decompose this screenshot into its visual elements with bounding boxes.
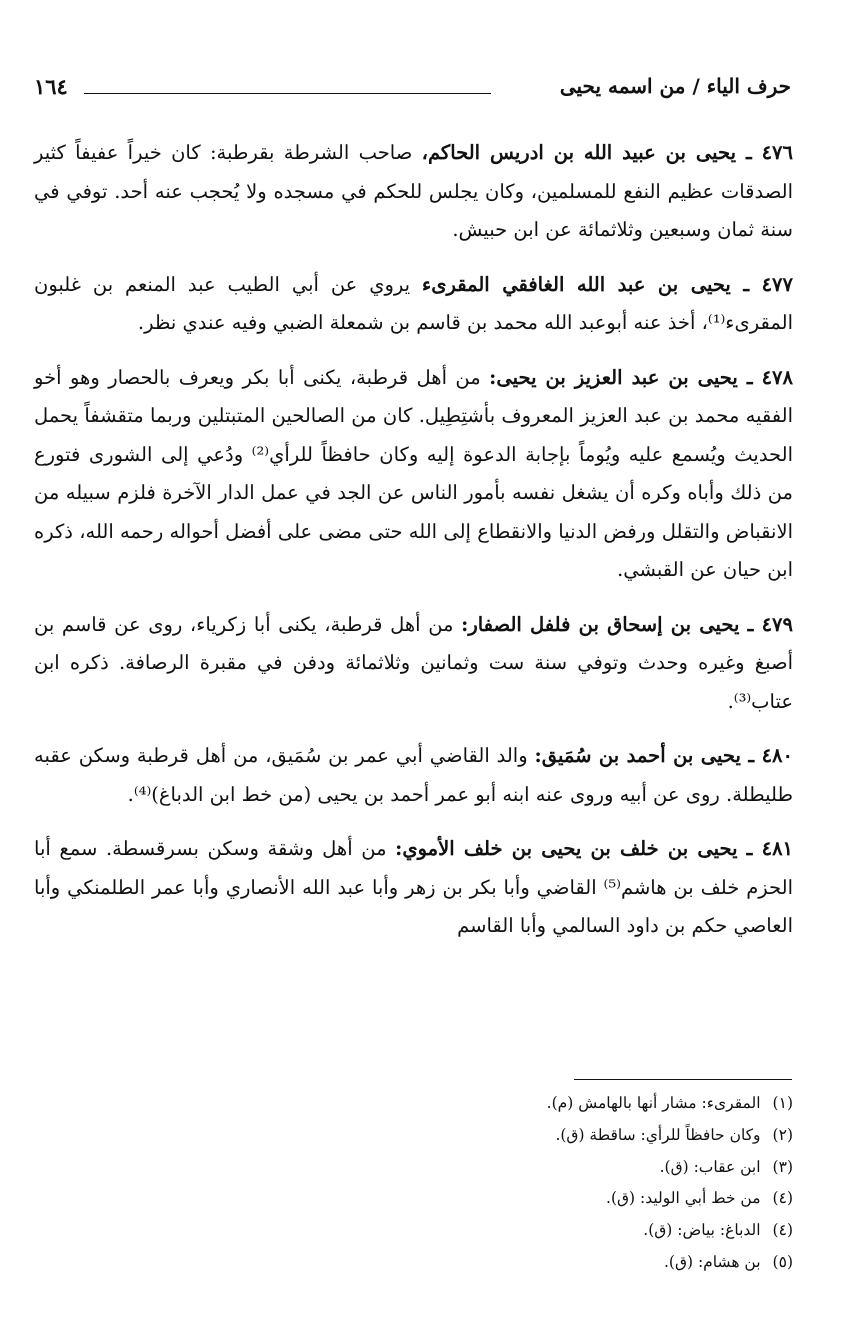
footnote (193, 1183, 793, 1215)
entry-476 (34, 134, 793, 250)
footnote-text: المقرىء: مشار أنها بالهامش (م). (546, 1094, 761, 1112)
footnote-number: (٢) (772, 1125, 793, 1144)
entry-477 (34, 266, 793, 343)
entry-heading: ٤٨٠ ـ يحيى بن أحمد بن سُمَيق: (534, 744, 793, 767)
footnote-text: ابن عقاب: (ق). (659, 1157, 761, 1176)
entry-text: صاحب الشرطة بقرطبة: كان خيراً عفيفاً كثير الصدقات عظيم النفع للمسلمين، وكان يجلس للحكم في مسجده ولا يُحجب عنه أحد. توفي في سنة ثمان وسبعين وثلاثمائة عن ابن حبيش. (34, 141, 793, 241)
entry-heading: ٤٧٦ ـ يحيى بن عبيد الله بن ادريس الحاكم، (421, 141, 793, 164)
entry-heading: ٤٧٨ ـ يحيى بن عبد العزيز بن يحيى: (489, 365, 793, 389)
entry-heading: ٤٧٧ ـ يحيى بن عبد الله الغافقي المقرىء (422, 272, 793, 296)
footnote-text: الدباغ: بياض: (ق). (643, 1221, 761, 1240)
footnote-text: من خط أبي الوليد: (ق). (606, 1189, 761, 1208)
footnote-rule (574, 1079, 792, 1080)
footnote-number: (٤) (772, 1189, 793, 1208)
entry-text: من أهل قرطبة، يكنى أبا زكرياء، روى عن قاسم بن أصبغ وغيره وحدث وتوفي سنة ست وثمانين وثلاثمائة ودفن في مقبرة الرصافة. ذكره ابن عتاب⁽³⁾. (34, 612, 793, 713)
page-number: ١٦٤ (34, 74, 68, 99)
entry-heading: ٤٨١ ـ يحيى بن خلف بن يحيى بن خلف الأموي: (395, 837, 794, 860)
header-rule (84, 93, 491, 94)
entry-text: من أهل وشقة وسكن بسرقسطة. سمع أبا الحزم خلف بن هاشم⁽⁵⁾ القاضي وأبا بكر بن زهر وأبا عبد الله الأنصاري وأبا عمر الطلمنكي وأبا العاصي حكم بن داود السالمي وأبا القاسم (34, 837, 793, 937)
footnotes (193, 1088, 793, 1279)
footnote-number: (٥) (772, 1252, 793, 1271)
footnote-number: (٣) (772, 1157, 793, 1176)
footnote (193, 1088, 793, 1120)
footnote-number: (٤) (772, 1221, 793, 1240)
footnote (193, 1215, 793, 1247)
footnote-number: (١) (772, 1094, 793, 1112)
footnote-text: وكان حافظاً للرأي: ساقطة (ق). (555, 1125, 761, 1144)
footnote (193, 1247, 793, 1279)
body-text (34, 134, 793, 962)
page-header (34, 74, 791, 108)
entry-heading: ٤٧٩ ـ يحيى بن إسحاق بن فلفل الصفار: (461, 612, 793, 636)
footnote (193, 1120, 793, 1152)
entry-481 (34, 830, 793, 946)
footnote-text: بن هشام: (ق). (663, 1252, 761, 1271)
entry-480 (34, 737, 793, 814)
entry-text: يروي عن أبي الطيب عبد المنعم بن غلبون المقرىء⁽¹⁾، أخذ عنه أبوعبد الله محمد بن قاسم بن شمعلة الضبي وفيه عندي نظر. (34, 272, 793, 334)
entry-text: من أهل قرطبة، يكنى أبا بكر ويعرف بالحصار وهو أخو الفقيه محمد بن عبد العزيز المعروف بأشتِطِيل. كان من الصالحين المتبتلين وربما متقشفاً يحمل الحديث ويُسمع عليه ويُوماً بإجابة الدعوة إليه وكان حافظاً للرأي⁽²⁾ ودُعي إلى الشورى فتورع من ذلك وأباه وكره أن يشغل نفسه بأمور الناس عن الجد في عمل الدار الآخرة فلزم سبيله من الانقباض والتقلل ورفض الدنيا والانقطاع إلى الله حتى مضى على أفضل أحواله رحمه الله، ذكره ابن حيان عن القبشي. (34, 365, 793, 581)
entry-478 (34, 359, 793, 590)
entry-text: والد القاضي أبي عمر بن سُمَيق، من أهل قرطبة وسكن عقبه طليطلة. روى عن أبيه وروى عنه ابنه أبو عمر أحمد بن يحيى (من خط ابن الدباغ)⁽⁴⁾. (34, 744, 793, 806)
footnote (193, 1152, 793, 1184)
running-title: حرف الياء / من اسمه يحيى (559, 74, 791, 98)
entry-479 (34, 606, 793, 722)
